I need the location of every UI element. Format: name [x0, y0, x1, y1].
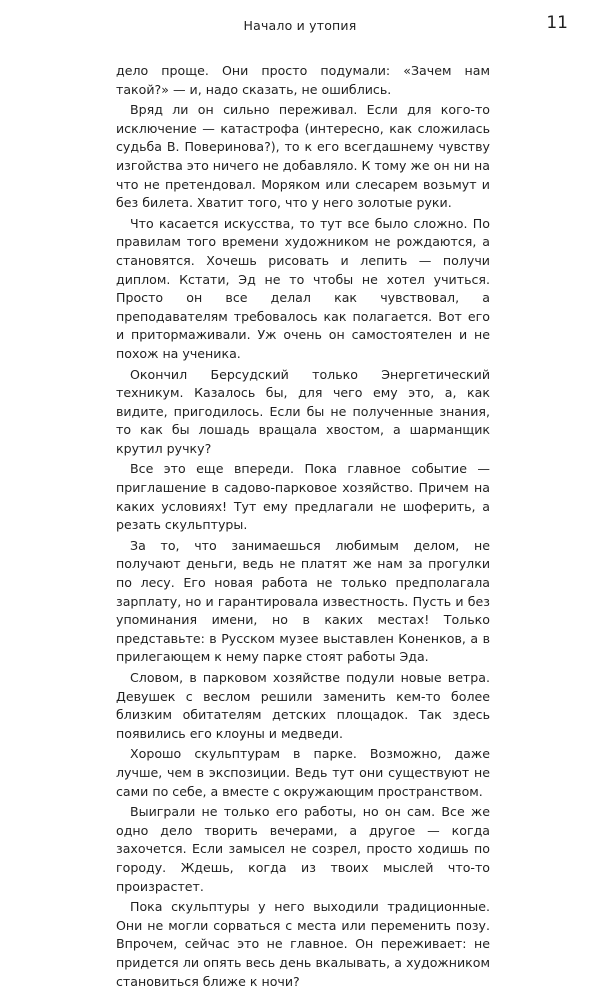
paragraph: Что касается искусства, то тут все было сложно. По правилам того времени художником не рождаются, а становятся. Хочешь рисовать и лепить — получи диплом. Кстати, Эд не то чтобы не хотел учиться. Просто он все делал как чувствовал, а преподавателям требовалось как полагается. Вот его и притормаживали. Уж очень он самостоятелен и не похож на ученика. — [116, 215, 490, 361]
paragraph: За то, что занимаешься любимым делом, не получают деньги, ведь не платят же нам за прогулки по лесу. Его новая работа не только предполагала зарплату, но и гарантировала известность. Пусть и без упоминания имени, но в каких местах! Только представьте: в Русском музее выставлен Коненков, а в прилегающем к нему парке стоят работы Эда. — [116, 537, 490, 665]
running-title: Начало и утопия — [243, 18, 357, 33]
page-number: 11 — [546, 13, 568, 33]
paragraph: дело проще. Они просто подумали: «Зачем нам такой?» — и, надо сказать, не ошиблись. — [116, 63, 490, 97]
paragraph: Хорошо скульптурам в парке. Возможно, даже лучше, чем в экспозиции. Ведь тут они существуют не сами по себе, а вместе с окружающим пространством. — [116, 746, 490, 799]
paragraph: Пока скульптуры у него выходили традиционные. Они не могли сорваться с места или переменить позу. Впрочем, сейчас это не главное. Он переживает: не придется ли опять весь день вкалывать, а художником становиться ближе к ночи? — [116, 899, 490, 989]
paragraph: Окончил Берсудский только Энергетический техникум. Казалось бы, для чего ему это, а, как видите, пригодилось. Если бы не полученные знания, то как бы лошадь вращала хвостом, а шарманщик крутил ручку? — [116, 366, 490, 456]
paragraph: Все это еще впереди. Пока главное событие — приглашение в садово-парковое хозяйство. Причем на каких условиях! Тут ему предлагали не шоферить, а резать скульптуры. — [116, 461, 490, 533]
paragraph: Вряд ли он сильно переживал. Если для кого-то исключение — катастрофа (интересно, как сложилась судьба В. Поверинова?), то к его всегдашнему чувству изгойства это ничего не добавляло. К тому же он ни на что не претендовал. Моряком или слесарем возьмут и без билета. Хватит того, что у него золотые руки. — [116, 102, 490, 211]
body-text — [116, 62, 490, 991]
paragraph: Выиграли не только его работы, но он сам. Все же одно дело творить вечерами, а другое — когда захочется. Если замысел не созрел, просто ходишь по городу. Ждешь, когда из твоих мыслей что-то произрастет. — [116, 804, 490, 894]
paragraph: Словом, в парковом хозяйстве подули новые ветра. Девушек с веслом решили заменить кем-то более близким обитателям детских площадок. Так здесь появились его клоуны и медведи. — [116, 670, 490, 741]
